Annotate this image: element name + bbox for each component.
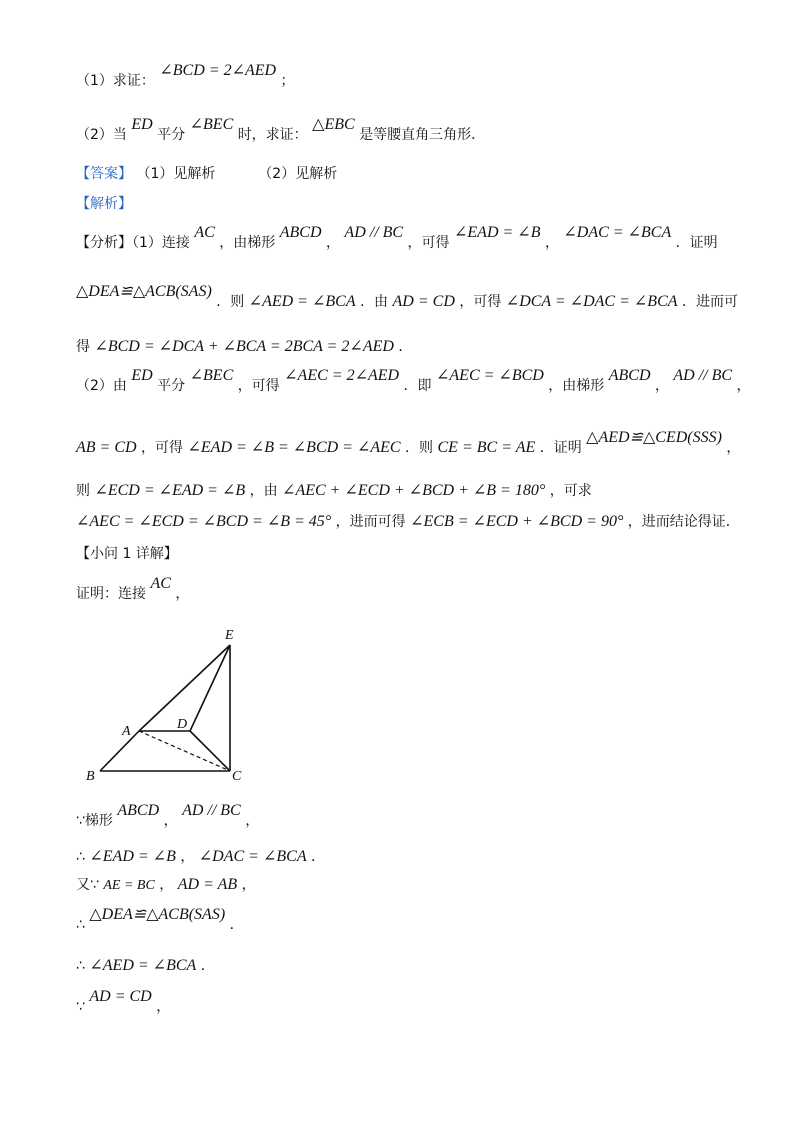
analysis-math: ∠AEC = ∠BCD (435, 367, 544, 384)
analysis-text: ， (325, 235, 340, 251)
analysis-math: ABCD (608, 367, 651, 384)
geometry-figure (76, 620, 276, 790)
analysis-text: 【分析】（1）连接 (76, 235, 190, 251)
analysis-text: 平分 (157, 378, 186, 394)
analysis-text: ，由梯形 (219, 235, 276, 251)
q2-math-3: △EBC (312, 116, 355, 133)
step-math: AE = BC (103, 878, 155, 893)
analysis-text: ， (544, 235, 559, 251)
analysis-math: ∠EAD = ∠B (454, 224, 541, 241)
analysis-math: ABCD (279, 224, 322, 241)
q2-text-2: 平分 (157, 127, 186, 143)
analysis-math: ∠AEC = ∠ECD = ∠BCD = ∠B = 45° (76, 513, 332, 530)
q1-suffix: ； (280, 73, 295, 89)
analysis-math: CE = BC = AE (437, 439, 536, 456)
analysis-text: ． (398, 339, 413, 355)
analysis-math: △DEA≌△ACB(SAS) (76, 283, 212, 300)
step-math: ∠EAD = ∠B (89, 848, 176, 865)
analysis-text: ．证明 (675, 235, 718, 251)
analysis-text: ，可得 (237, 378, 280, 394)
step-text: ， (163, 813, 178, 829)
analysis-math: AD // BC (344, 224, 404, 241)
point-label-c: C (232, 769, 242, 784)
answer-2: （2）见解析 (258, 166, 338, 182)
proof-step-1 (76, 802, 260, 832)
step-math: AD = CD (89, 988, 152, 1005)
analysis-math: ∠BEC (189, 367, 234, 384)
analysis-text: ，可得 (459, 294, 502, 310)
step-text: ． (311, 849, 326, 865)
analysis-math: ∠AEC + ∠ECD + ∠BCD + ∠B = 180° (282, 482, 546, 499)
analysis-math: ∠DAC = ∠BCA (563, 224, 672, 241)
analysis-text: ，由 (249, 483, 278, 499)
analysis-text: ， (736, 378, 751, 394)
q2-math-2: ∠BEC (189, 116, 234, 133)
proof-text: 证明：连接 (76, 586, 146, 602)
analysis-math: AD = CD (392, 293, 455, 310)
point-label-a: A (122, 724, 131, 739)
analysis-text: ，进而可得 (335, 514, 406, 530)
analysis-math: ED (131, 367, 153, 384)
analysis-math: ∠AED = ∠BCA (248, 293, 356, 310)
proof-step-2 (76, 846, 325, 868)
analysis-math: ∠BCD = ∠DCA + ∠BCA = 2BCA = 2∠AED (94, 338, 394, 355)
q2-text-1: （2）当 (76, 127, 127, 143)
analysis-line-4 (76, 367, 751, 397)
analysis-math: ∠EAD = ∠B = ∠BCD = ∠AEC (187, 439, 401, 456)
segment-dc (190, 731, 230, 771)
figure-svg (76, 620, 276, 790)
step-text: ． (229, 917, 244, 933)
sub1-tag: 【小问 1 详解】 (76, 546, 178, 562)
analysis-text: ，可求 (549, 483, 592, 499)
question-2 (76, 116, 486, 146)
analysis-text: ， (654, 378, 669, 394)
analysis-math: AC (194, 224, 215, 241)
analysis-line-6 (76, 480, 592, 502)
analysis-math: ∠AEC = 2∠AED (284, 367, 400, 384)
proof-intro (76, 575, 190, 605)
analysis-text: ．则 (405, 440, 434, 456)
step-text: ∵ (76, 999, 85, 1015)
analysis-text: 得 (76, 339, 90, 355)
step-text: ∴ (76, 917, 85, 933)
analysis-text: ，可得 (407, 235, 450, 251)
point-label-e: E (225, 628, 234, 643)
analysis-text: ．则 (216, 294, 245, 310)
q2-math-1: ED (131, 116, 153, 133)
step-text: ， (159, 877, 174, 893)
analysis-math: ∠ECD = ∠EAD = ∠B (94, 482, 246, 499)
analysis-text: ．即 (403, 378, 432, 394)
proof-step-6 (76, 988, 171, 1018)
analysis-text: ，进而结论得证． (627, 514, 740, 530)
step-text: ， (241, 877, 256, 893)
step-text: ∴ (76, 958, 85, 974)
analysis-line-2 (76, 283, 738, 313)
q2-text-4: 是等腰直角三角形． (359, 127, 486, 143)
analysis-text: ．进而可 (681, 294, 738, 310)
analysis-math: △AED≌△CED(SSS) (586, 429, 722, 446)
jiexi-tag: 【解析】 (76, 196, 132, 212)
answer-tag: 【答案】 (76, 166, 132, 182)
step-text: 又∵ (76, 877, 99, 893)
segment-ab (100, 731, 139, 771)
step-text: ， (245, 813, 260, 829)
analysis-text: ．证明 (539, 440, 582, 456)
step-text: ∴ (76, 849, 85, 865)
analysis-text: ，可得 (141, 440, 184, 456)
answer-line (76, 163, 337, 185)
step-math: AD = AB (177, 876, 238, 893)
step-text: ． (200, 958, 215, 974)
jiexi-line (76, 193, 132, 215)
proof-text: ， (175, 586, 190, 602)
analysis-line-1 (76, 224, 718, 254)
analysis-math: ∠DCA = ∠DAC = ∠BCA (505, 293, 678, 310)
analysis-line-3 (76, 336, 412, 358)
step-math: ∠DAC = ∠BCA (198, 848, 307, 865)
q1-expression: ∠BCD = 2∠AED (159, 62, 277, 79)
step-math: ABCD (117, 802, 160, 819)
point-label-b: B (86, 769, 95, 784)
analysis-text: 则 (76, 483, 90, 499)
q1-prefix: （1）求证： (76, 73, 155, 89)
proof-math: AC (150, 575, 171, 592)
proof-step-3 (76, 874, 256, 897)
analysis-math: ∠ECB = ∠ECD + ∠BCD = 90° (410, 513, 624, 530)
step-math: ∠AED = ∠BCA (89, 957, 197, 974)
q2-text-3: 时，求证： (237, 127, 308, 143)
analysis-text: ， (726, 440, 741, 456)
answer-1: （1）见解析 (136, 166, 216, 182)
step-math: △DEA≌△ACB(SAS) (89, 906, 226, 923)
point-label-d: D (177, 717, 188, 732)
sub-question-1-tag (76, 543, 178, 565)
step-text: ， (156, 999, 171, 1015)
analysis-line-7 (76, 511, 740, 533)
step-text: ， (180, 849, 195, 865)
analysis-text: （2）由 (76, 378, 127, 394)
analysis-text: ．由 (360, 294, 389, 310)
proof-step-4 (76, 906, 244, 936)
analysis-line-5 (76, 429, 741, 459)
segment-de (190, 645, 230, 731)
analysis-math: AB = CD (76, 439, 137, 456)
step-math: AD // BC (182, 802, 241, 819)
segment-ac-dashed (139, 731, 230, 771)
proof-step-5 (76, 955, 215, 977)
analysis-text: ，由梯形 (548, 378, 605, 394)
step-text: ∵梯形 (76, 813, 113, 829)
analysis-math: AD // BC (673, 367, 733, 384)
question-1 (76, 62, 295, 92)
